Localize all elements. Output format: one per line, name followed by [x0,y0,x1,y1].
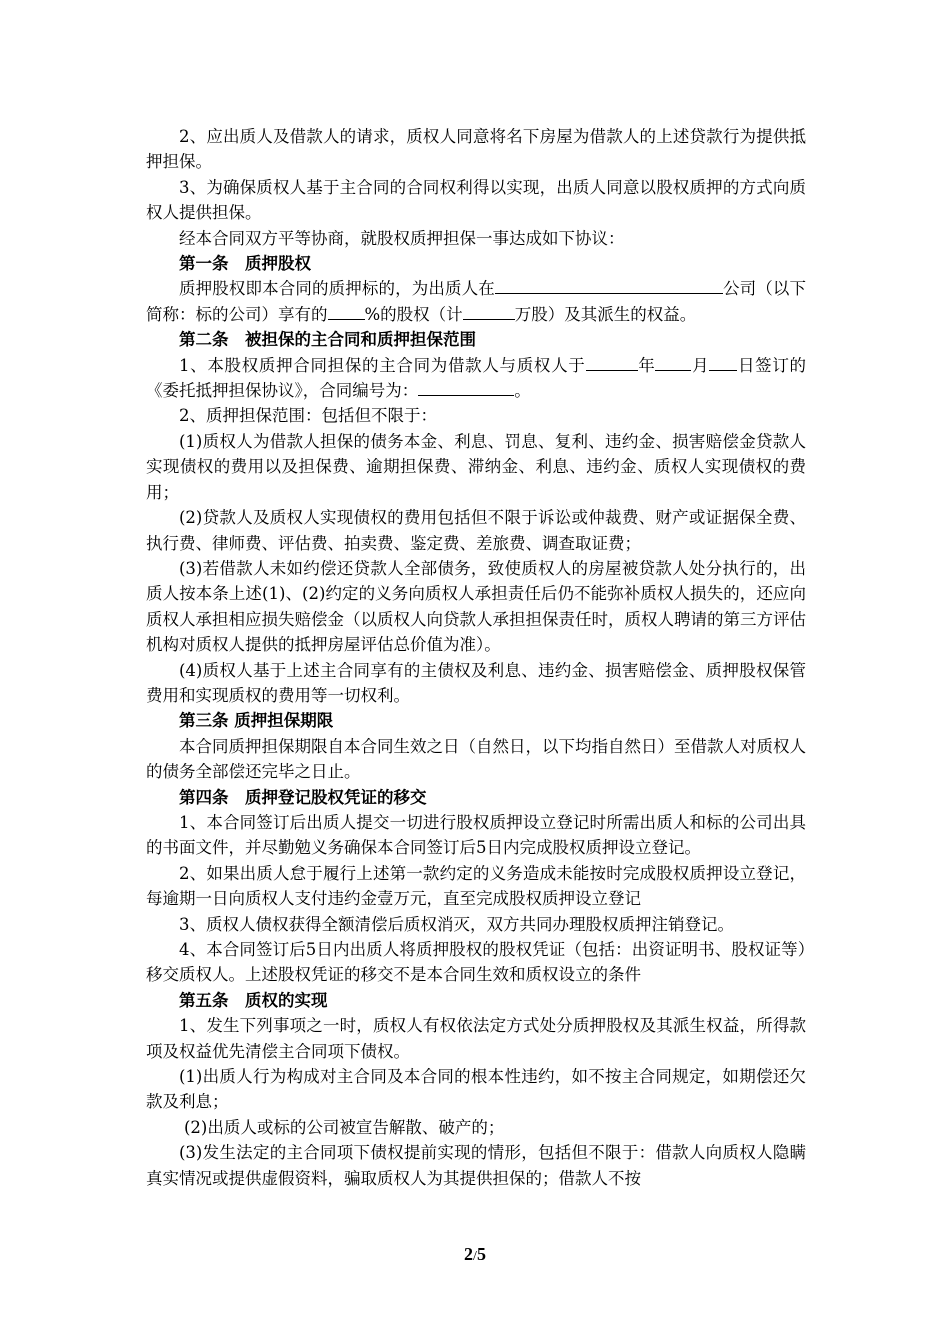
percentage-blank [328,303,365,320]
paragraph: 3、质权人债权获得全额清偿后质权消灭，双方共同办理股权质押注销登记。 [179,914,734,934]
day-blank [709,354,737,371]
paragraph: 本合同质押担保期限自本合同生效之日（自然日，以下均指自然日）至借款人对质权人的债务全部偿还完毕之日止。 [146,736,806,782]
paragraph: (1)质权人为借款人担保的债务本金、利息、罚息、复利、违约金、损害赔偿金贷款人实现债权的费用以及担保费、逾期担保费、滞纳金、利息、违约金、质权人实现债权的费用； [146,431,806,502]
article-2-paragraph-1 [146,353,806,404]
text-run: 质押股权即本合同的质押标的，为出质人在 [179,279,495,299]
paragraph: 2、应出质人及借款人的请求，质权人同意将名下房屋为借款人的上述贷款行为提供抵押担保。 [146,127,806,172]
article-3-heading: 第三条 质押担保期限 [179,711,334,731]
text-run: 万股）及其派生的权益。 [514,304,697,324]
paragraph: 1、本合同签订后出质人提交一切进行股权质押设立登记时所需出质人和标的公司出具的书面文件，并尽勤勉义务确保本合同签订后5日内完成股权质押设立登记。 [146,812,806,858]
article-1-heading: 第一条 质押股权 [179,254,311,274]
contract-number-blank [418,379,514,396]
page-current: 2 [464,1244,474,1264]
text-run: 。 [514,381,531,401]
paragraph: 3、为确保质权人基于主合同的合同权利得以实现，出质人同意以股权质押的方式向质权人提供担保。 [146,177,806,223]
article-4-heading: 第四条 质押登记股权凭证的移交 [179,787,427,807]
paragraph: 2、如果出质人怠于履行上述第一款约定的义务造成未能按时完成股权质押设立登记，每逾期一日向质权人支付违约金壹万元，直至完成股权质押设立登记 [146,863,806,909]
page-total: 5 [476,1244,486,1264]
paragraph: 1、发生下列事项之一时，质权人有权依法定方式处分质押股权及其派生权益，所得款项及权益优先清偿主合同项下债权。 [146,1016,806,1061]
article-2-heading: 第二条 被担保的主合同和质押担保范围 [179,330,476,350]
text-run: 年 [637,355,656,375]
shares-blank [463,303,515,320]
paragraph: (2)出质人或标的公司被宣告解散、破产的； [184,1117,505,1137]
year-blank [586,354,638,371]
text-run: 日签订的《委托抵押担保协议》，合同编号为： [146,355,806,401]
document-body [146,124,806,1191]
article-1-paragraph [146,276,806,327]
paragraph: 4、本合同签订后5日内出质人将质押股权的股权凭证（包括：出资证明书、股权证等）移交质权人。上述股权凭证的移交不是本合同生效和质权设立的条件 [146,940,806,985]
paragraph: (3)若借款人未如约偿还贷款人全部债务，致使质权人的房屋被贷款人处分执行的，出质人按本条上述(1)、(2)约定的义务向质权人承担责任后仍不能弥补质权人损失的，还应向质权人承担相应损失赔偿金（以质权人向贷款人承担担保责任时，质权人聘请的第三方评估机构对质权人提供的抵押房屋评估总价值为准）。 [146,558,806,655]
text-run: 公司（以下简称：标的公司）享有的 [146,279,806,324]
paragraph: 经本合同双方平等协商，就股权质押担保一事达成如下协议： [179,228,625,248]
text-run: %的股权（计 [364,304,463,324]
company-name-blank [495,277,723,294]
paragraph: (4)质权人基于上述主合同享有的主债权及利息、违约金、损害赔偿金、质押股权保管费用和实现质权的费用等一切权利。 [146,660,806,705]
paragraph: (2)贷款人及质权人实现债权的费用包括但不限于诉讼或仲裁费、财产或证据保全费、执行费、律师费、评估费、拍卖费、鉴定费、差旅费、调查取证费； [146,508,806,553]
text-run: 月 [691,355,710,375]
article-5-heading: 第五条 质权的实现 [179,990,328,1010]
paragraph: (3)发生法定的主合同项下债权提前实现的情形，包括但不限于：借款人向质权人隐瞒真实情况或提供虚假资料，骗取质权人为其提供担保的；借款人不按 [146,1143,806,1188]
month-blank [655,354,691,371]
page-separator: / [473,1249,477,1264]
text-run: 1、本股权质押合同担保的主合同为借款人与质权人于 [179,355,586,375]
page-number [0,1244,950,1265]
paragraph: (1)出质人行为构成对主合同及本合同的根本性违约，如不按主合同规定，如期偿还欠款及利息； [146,1067,806,1112]
paragraph: 2、质押担保范围：包括但不限于： [179,406,437,426]
